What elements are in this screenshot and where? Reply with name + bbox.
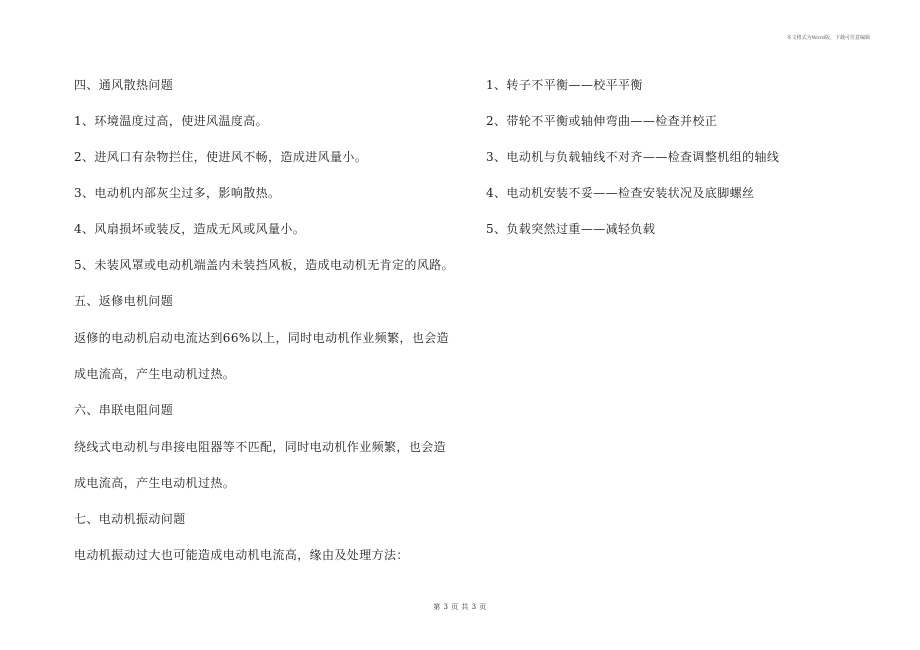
- section-heading-series-resistor: 六、串联电阻问题: [74, 403, 174, 417]
- page-number-footer: 第 3 页 共 3 页: [433, 603, 487, 611]
- list-item: 2、带轮不平衡或轴伸弯曲——检查并校正: [486, 114, 718, 128]
- paragraph-line: 返修的电动机启动电流达到66%以上，同时电动机作业频繁，也会造: [74, 331, 450, 345]
- paragraph-line: 成电流高，产生电动机过热。: [74, 476, 236, 490]
- section-heading-ventilation: 四、通风散热问题: [74, 78, 174, 92]
- section-heading-vibration: 七、电动机振动问题: [74, 512, 186, 526]
- section-heading-repaired-motor: 五、返修电机问题: [74, 294, 174, 308]
- list-item: 4、风扇损坏或装反，造成无风或风量小。: [74, 222, 306, 236]
- list-item: 5、负载突然过重——减轻负载: [486, 222, 656, 236]
- list-item: 4、电动机安装不妥——检查安装状况及底脚螺丝: [486, 186, 755, 200]
- paragraph-line: 绕线式电动机与串接电阻器等不匹配，同时电动机作业频繁，也会造: [74, 440, 447, 454]
- watermark-text: 本文格式为Word版，下载可任意编辑: [786, 35, 870, 41]
- list-item: 1、环境温度过高，使进风温度高。: [74, 114, 269, 128]
- list-item: 2、进风口有杂物拦住，使进风不畅，造成进风量小。: [74, 150, 368, 164]
- paragraph-line: 电动机振动过大也可能造成电动机电流高，缘由及处理方法：: [74, 548, 409, 562]
- list-item: 5、未装风罩或电动机端盖内未装挡风板，造成电动机无肯定的风路。: [74, 258, 455, 272]
- list-item: 1、转子不平衡——校平平衡: [486, 78, 643, 92]
- paragraph-line: 成电流高，产生电动机过热。: [74, 367, 236, 381]
- list-item: 3、电动机内部灰尘过多，影响散热。: [74, 186, 281, 200]
- list-item: 3、电动机与负载轴线不对齐——检查调整机组的轴线: [486, 150, 780, 164]
